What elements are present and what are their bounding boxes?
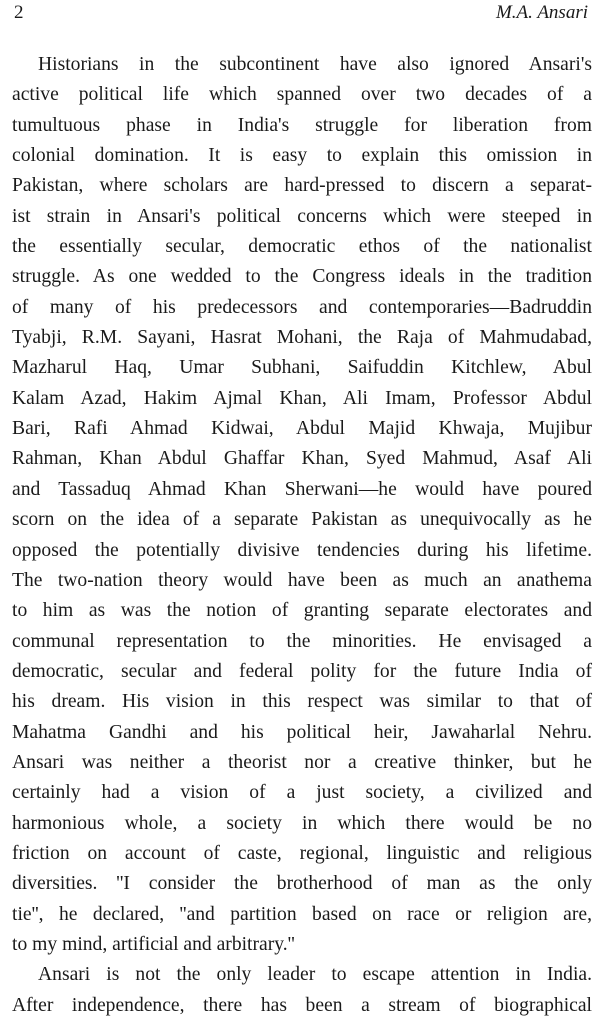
text-line: struggle. As one wedded to the Congress ideals in the tradition — [12, 266, 592, 288]
text-line: and Tassaduq Ahmad Khan Sherwani—he would have poured — [12, 478, 592, 500]
text-line: Ansari is not the only leader to escape attention in India. — [38, 964, 592, 986]
text-line: Bari, Rafi Ahmad Kidwai, Abdul Majid Khwaja, Mujibur — [12, 418, 592, 440]
text-line: his dream. His vision in this respect was similar to that of — [12, 691, 592, 713]
text-line: to him as was the notion of granting separate electorates and — [12, 600, 592, 622]
text-line: the essentially secular, democratic ethos of the nationalist — [12, 236, 592, 258]
text-line: Mazharul Haq, Umar Subhani, Saifuddin Kitchlew, Abul — [12, 357, 592, 379]
text-line: of many of his predecessors and contemporaries—Badruddin — [12, 296, 592, 318]
text-line: The two-nation theory would have been as much an anathema — [12, 569, 592, 591]
text-line: Pakistan, where scholars are hard-pressed to discern a separat- — [12, 175, 592, 197]
text-line: Mahatma Gandhi and his political heir, Jawaharlal Nehru. — [12, 721, 592, 743]
text-line: tie'', he declared, ''and partition based on race or religion are, — [12, 903, 592, 925]
text-line: tumultuous phase in India's struggle for liberation from — [12, 114, 592, 136]
text-line: Historians in the subcontinent have also ignored Ansari's — [38, 54, 592, 75]
running-head: M.A. Ansari — [495, 2, 588, 23]
text-line: communal representation to the minorities. He envisaged a — [12, 630, 592, 652]
text-line: ist strain in Ansari's political concerns which were steeped in — [12, 205, 592, 227]
text-line: democratic, secular and federal polity for the future India of — [12, 660, 592, 682]
text-line: opposed the potentially divisive tendencies during his lifetime. — [12, 539, 592, 561]
text-line: scorn on the idea of a separate Pakistan as unequivocally as he — [12, 509, 592, 531]
body-text — [12, 50, 592, 1021]
page-number: 2 — [14, 2, 24, 23]
text-line: to my mind, artificial and arbitrary.'' — [12, 933, 295, 955]
text-line: Ansari was neither a theorist nor a creative thinker, but he — [12, 751, 592, 773]
text-line: Tyabji, R.M. Sayani, Hasrat Mohani, the Raja of Mahmudabad, — [12, 327, 592, 349]
text-line: Kalam Azad, Hakim Ajmal Khan, Ali Imam, Professor Abdul — [12, 387, 592, 409]
page-header — [14, 2, 588, 28]
text-line: diversities. ''I consider the brotherhood of man as the only — [12, 873, 592, 895]
text-line: harmonious whole, a society in which there would be no — [12, 812, 592, 834]
text-line: friction on account of caste, regional, linguistic and religious — [12, 842, 592, 864]
text-line: After independence, there has been a stream of biographical — [12, 994, 592, 1016]
text-line: active political life which spanned over two decades of a — [12, 84, 592, 106]
text-line: colonial domination. It is easy to explain this omission in — [12, 145, 592, 167]
text-line: certainly had a vision of a just society, a civilized and — [12, 782, 592, 804]
text-line: Rahman, Khan Abdul Ghaffar Khan, Syed Mahmud, Asaf Ali — [12, 448, 592, 470]
